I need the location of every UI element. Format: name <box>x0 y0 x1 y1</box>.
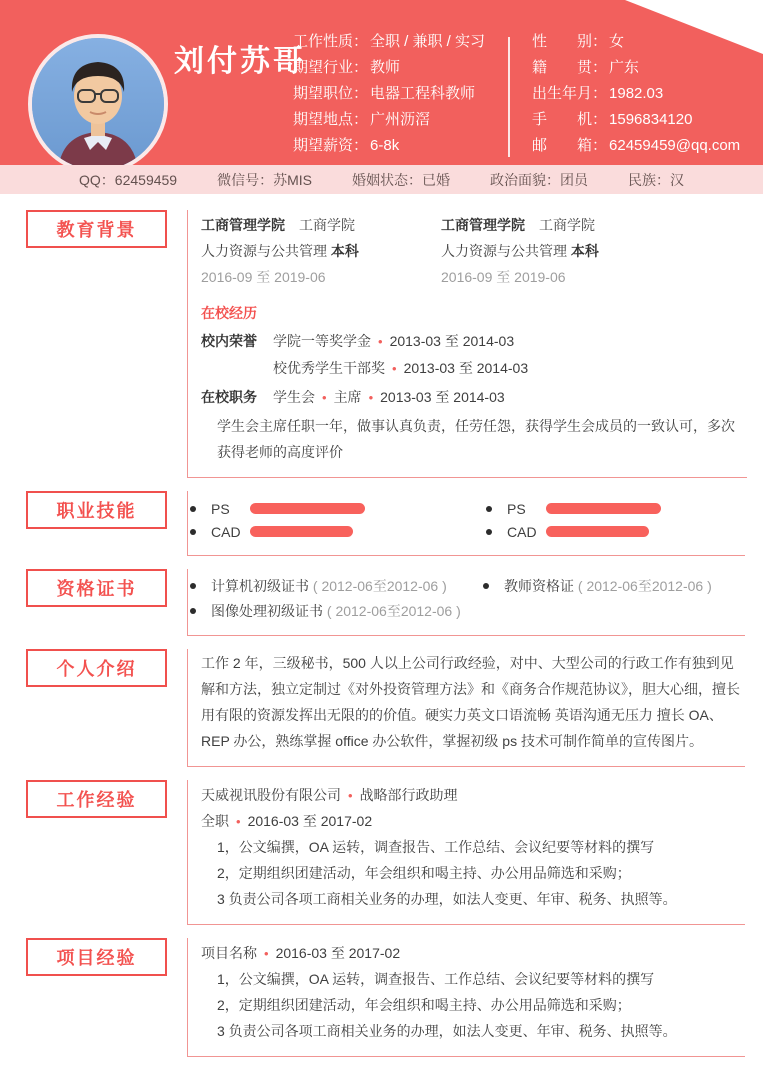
dot-separator-icon: • <box>348 788 353 803</box>
job-role: 战略部行政助理 <box>359 787 458 803</box>
section-title: 工作经验 <box>56 790 137 810</box>
section-title-column <box>0 210 187 478</box>
field-label: 籍 贯： <box>532 59 608 76</box>
field-value: 女 <box>609 33 625 50</box>
personal-info-item <box>532 81 740 107</box>
field-value: 全职 / 兼职 / 实习 <box>370 33 486 50</box>
job-type: 全职 <box>201 813 229 829</box>
certificate-name: 图像处理初级证书 <box>211 602 323 619</box>
header-divider <box>508 37 510 157</box>
education-schools <box>201 210 747 290</box>
intro-paragraph: 工作 2 年，三级秘书，500 人以上公司行政经验，对中、大型公司的行政工作有独到见解和方法，独立定制过《对外投资管理方法》和《商务合作规范协议》，胆大心细，擅长用有限的资源发挥出无限的的价值。硬实力英文口语流畅 英语沟通无压力 擅长 OA、REP 办公，熟练掌握 office 办公软件，掌握初级 ps 技术可制作简单的宣传图片。 <box>201 655 740 749</box>
education-period: 2016-09 至 2019-06 <box>441 269 566 285</box>
section-title-column <box>0 938 187 1057</box>
field-value: 6-8k <box>370 137 400 154</box>
contact-strip-item: 政治面貌：团员 <box>489 171 588 188</box>
field-label: 期望薪资： <box>293 137 369 154</box>
dot-separator-icon: • <box>264 946 269 961</box>
job-intent-list <box>293 29 485 159</box>
job-intent-item <box>293 55 485 81</box>
certificate-period: ( 2012-06至2012-06 ) <box>312 577 447 594</box>
honors-label: 校内荣誉 <box>201 333 257 349</box>
bullet-icon <box>486 506 492 512</box>
resume-body <box>0 194 763 1057</box>
field-label: 性 别： <box>532 33 608 50</box>
project-entry <box>201 938 745 1044</box>
personal-info-item <box>532 55 740 81</box>
contact-strip-item: 婚姻状态：已婚 <box>351 171 450 188</box>
section-content <box>187 210 747 478</box>
skills-grid <box>190 491 745 543</box>
work-duty: 1，公文编撰，OA 运转，调查报告、工作总结、会议纪要等材料的撰写 <box>217 839 655 855</box>
field-value: 1982.03 <box>609 85 664 102</box>
skills-column <box>190 497 486 543</box>
company-name: 天威视讯股份有限公司 <box>201 787 341 803</box>
education-school-entry <box>201 212 441 290</box>
skill-level-bar <box>546 503 661 514</box>
field-value: 广州沥滘 <box>370 111 431 128</box>
skill-level-bar <box>250 503 365 514</box>
honor-item <box>273 328 514 355</box>
dot-separator-icon: • <box>236 814 241 829</box>
certificates-grid <box>190 569 745 623</box>
college-name: 工商学院 <box>539 217 595 233</box>
certificate-name: 教师资格证 <box>504 577 574 594</box>
education-school-entry <box>441 212 747 290</box>
section-content <box>187 649 745 767</box>
school-name: 工商管理学院 <box>441 217 525 233</box>
section-title-column <box>0 491 187 556</box>
section-work <box>0 780 763 925</box>
section-intro <box>0 649 763 767</box>
position-period: 2013-03 至 2014-03 <box>380 389 505 405</box>
bullet-icon <box>483 583 489 589</box>
certificate-period: ( 2012-06至2012-06 ) <box>577 577 712 594</box>
project-duty: 1，公文编撰，OA 运转，调查报告、工作总结、会议纪要等材料的撰写 <box>217 971 655 987</box>
honor-item <box>273 355 747 382</box>
job-intent-item <box>293 107 485 133</box>
degree: 本科 <box>330 243 359 259</box>
dot-separator-icon: • <box>378 334 383 349</box>
section-certificates <box>0 569 763 636</box>
dot-separator-icon: • <box>368 390 374 405</box>
section-title-box <box>26 649 167 687</box>
section-content <box>187 569 745 636</box>
job-intent-item <box>293 133 485 159</box>
contact-strip-item: 微信号：苏MIS <box>217 171 312 188</box>
job-intent-item <box>293 29 485 55</box>
major-name: 人力资源与公共管理 <box>201 243 327 259</box>
position-role: 主席 <box>333 389 362 405</box>
project-name: 项目名称 <box>201 945 257 961</box>
position-description: 学生会主席任职一年，做事认真负责，任劳任怨，获得学生会成员的一致认可，多次获得老师的高度评价 <box>217 418 735 460</box>
field-value: 广东 <box>609 59 640 76</box>
avatar-photo-icon <box>32 38 164 165</box>
candidate-name: 刘付苏哥 <box>174 45 306 78</box>
contact-strip <box>0 165 763 194</box>
contact-strip-item: QQ：62459459 <box>79 171 178 188</box>
section-title: 项目经验 <box>56 948 137 968</box>
certificate-name: 计算机初级证书 <box>211 577 309 594</box>
section-title-box <box>26 938 167 976</box>
section-title-column <box>0 649 187 767</box>
section-title: 资格证书 <box>56 579 137 599</box>
certificate-item <box>483 573 745 598</box>
honor-period: 2013-03 至 2014-03 <box>389 333 515 349</box>
section-content <box>187 938 745 1057</box>
work-period-row <box>201 808 745 834</box>
certificate-item <box>190 573 483 598</box>
resume-header <box>0 0 763 165</box>
job-intent-item <box>293 81 485 107</box>
skill-row <box>486 520 745 543</box>
skill-name: PS <box>211 500 230 517</box>
skill-row <box>190 520 486 543</box>
college-name: 工商学院 <box>299 217 355 233</box>
work-company-row <box>201 782 745 808</box>
project-duty: 2，定期组织团建活动，年会组织和喝主持、办公用品筛选和采购； <box>217 997 631 1013</box>
honor-name: 校优秀学生干部奖 <box>273 360 385 376</box>
skill-row <box>486 497 745 520</box>
section-project <box>0 938 763 1057</box>
dot-separator-icon: • <box>392 361 397 376</box>
bullet-icon <box>190 506 196 512</box>
section-content <box>187 491 745 556</box>
skill-level-bar <box>250 526 353 537</box>
personal-info-item <box>532 107 740 133</box>
skill-row <box>190 497 486 520</box>
bullet-icon <box>190 608 196 614</box>
personal-info-list <box>532 29 740 159</box>
work-period: 2016-03 至 2017-02 <box>247 813 373 829</box>
degree: 本科 <box>570 243 599 259</box>
section-title: 教育背景 <box>56 220 137 240</box>
project-duty: 3 负责公司各项工商相关业务的办理，如法人变更、年审、税务、执照等。 <box>217 1023 677 1039</box>
section-content <box>187 780 745 925</box>
dot-separator-icon: • <box>322 390 327 405</box>
field-label: 出生年月： <box>532 85 608 102</box>
section-title-box <box>26 569 167 607</box>
project-period: 2016-03 至 2017-02 <box>275 945 401 961</box>
skills-column <box>486 497 745 543</box>
field-value: 62459459@qq.com <box>609 137 741 154</box>
position-label: 在校职务 <box>201 389 257 405</box>
education-period: 2016-09 至 2019-06 <box>201 269 326 285</box>
campus-position-row <box>201 384 747 411</box>
bullet-icon <box>190 583 196 589</box>
avatar <box>28 34 168 165</box>
honor-name: 学院一等奖学金 <box>273 333 371 349</box>
section-title-column <box>0 569 187 636</box>
certificates-column <box>190 573 483 623</box>
section-title-box <box>26 210 167 248</box>
bullet-icon <box>190 529 196 535</box>
section-skills <box>0 491 763 556</box>
field-label: 手 机： <box>532 111 608 128</box>
field-label: 期望地点： <box>293 111 369 128</box>
skill-name: PS <box>507 500 526 517</box>
field-label: 邮 箱： <box>532 137 608 154</box>
field-value: 1596834120 <box>609 111 693 128</box>
skill-name: CAD <box>507 523 537 540</box>
project-name-row <box>201 940 745 966</box>
field-label: 期望行业： <box>293 59 369 76</box>
field-label: 期望职位： <box>293 85 369 102</box>
skill-name: CAD <box>211 523 241 540</box>
field-label: 工作性质： <box>293 33 369 50</box>
campus-experience-title: 在校经历 <box>201 305 257 321</box>
personal-info-item <box>532 133 740 159</box>
skill-level-bar <box>546 526 649 537</box>
certificate-period: ( 2012-06至2012-06 ) <box>326 602 461 619</box>
section-title-box <box>26 780 167 818</box>
section-education <box>0 210 763 478</box>
honor-period: 2013-03 至 2014-03 <box>403 360 529 376</box>
work-duty: 2，定期组织团建活动，年会组织和喝主持、办公用品筛选和采购； <box>217 865 631 881</box>
personal-info-item <box>532 29 740 55</box>
work-entry <box>201 780 745 912</box>
certificate-item <box>190 598 483 623</box>
bullet-icon <box>486 529 492 535</box>
section-title: 职业技能 <box>56 501 137 521</box>
certificates-column <box>483 573 745 623</box>
major-name: 人力资源与公共管理 <box>441 243 567 259</box>
position-org: 学生会 <box>273 389 315 405</box>
position-item <box>273 384 505 411</box>
section-title-box <box>26 491 167 529</box>
section-title: 个人介绍 <box>56 659 137 679</box>
field-value: 教师 <box>370 59 401 76</box>
work-duty: 3 负责公司各项工商相关业务的办理，如法人变更、年审、税务、执照等。 <box>217 891 677 907</box>
field-value: 电器工程科教师 <box>370 85 476 102</box>
school-name: 工商管理学院 <box>201 217 285 233</box>
section-title-column <box>0 780 187 925</box>
contact-strip-item: 民族：汉 <box>627 171 684 188</box>
campus-honors-row <box>201 328 747 355</box>
